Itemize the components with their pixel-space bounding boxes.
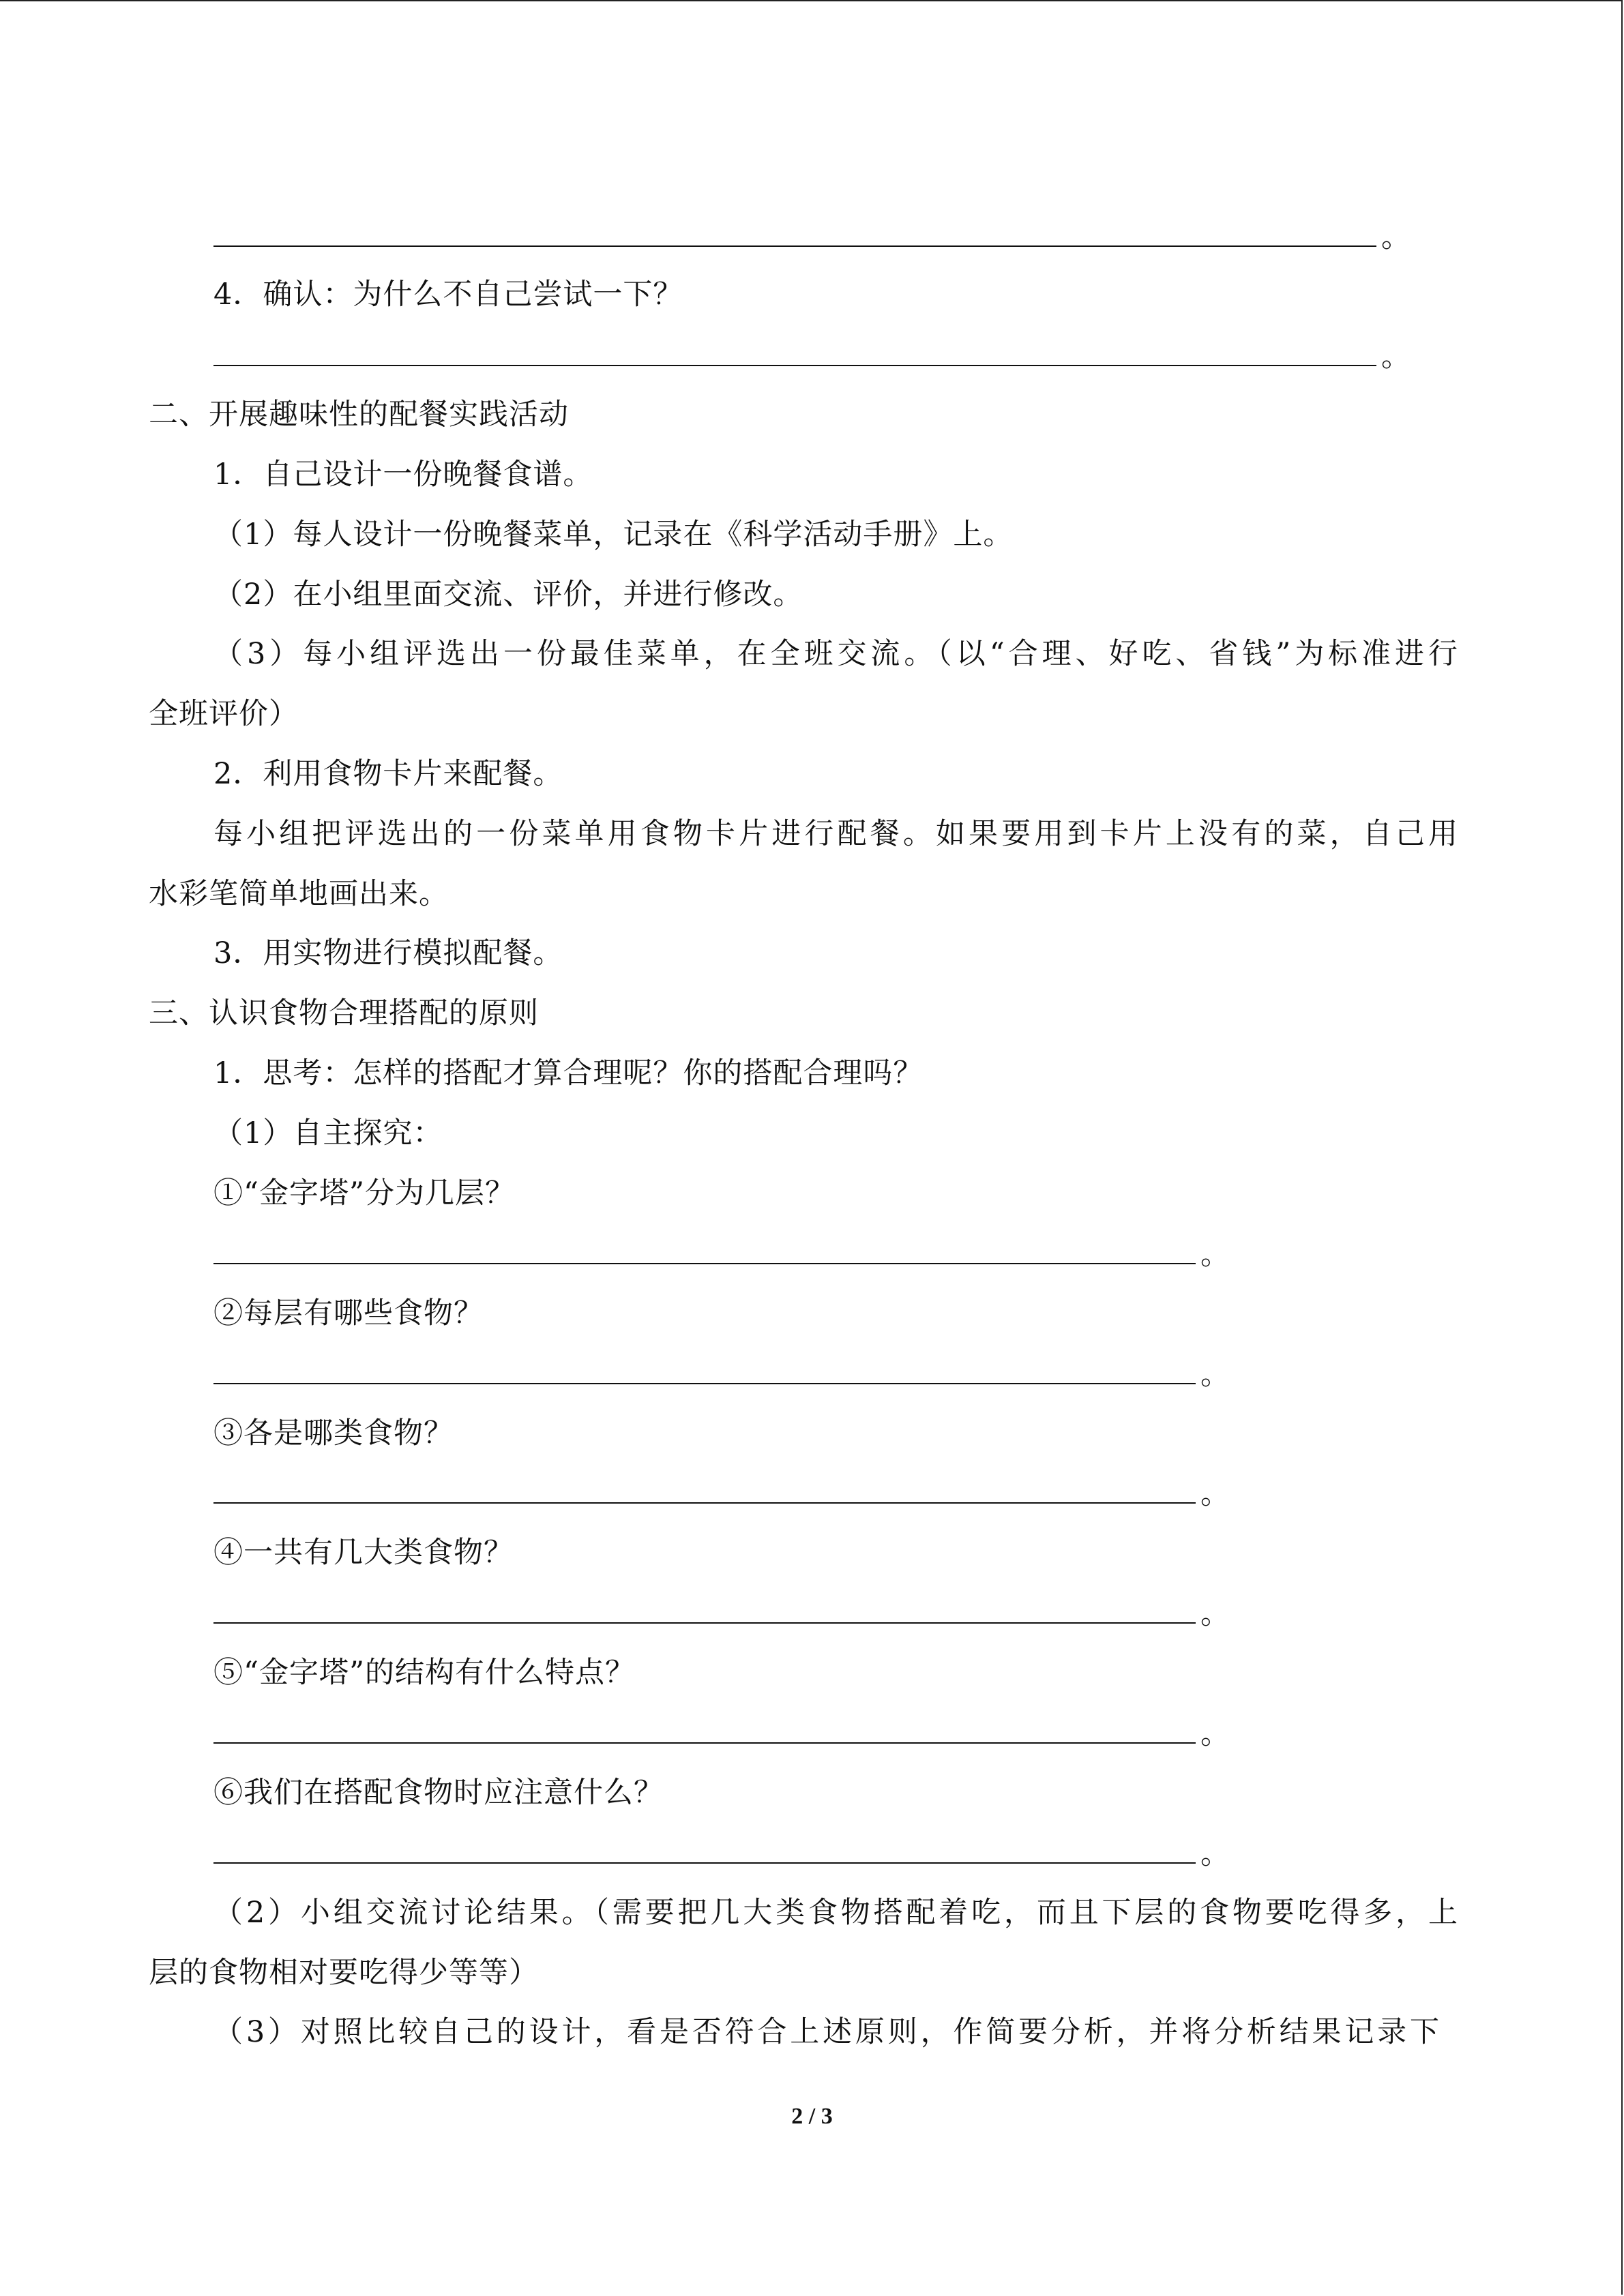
answer-blank[interactable] bbox=[213, 1353, 1230, 1394]
section-2-item-2-paragraph: 每小组把评选出的一份菜单用食物卡片进行配餐。如果要用到卡片上没有的菜，自己用 bbox=[213, 817, 1458, 851]
question-pyramid-layers: ①“金字塔”分为几层？ bbox=[213, 1176, 515, 1210]
section-2-item-1-2: （2）在小组里面交流、评价，并进行修改。 bbox=[213, 578, 803, 612]
section-2-item-1: 1．自己设计一份晚餐食谱。 bbox=[213, 458, 593, 492]
answer-blank-end: 。 bbox=[1200, 1717, 1230, 1751]
section-2-item-1-3: （3）每小组评选出一份最佳菜单，在全班交流。（以“合理、好吃、省钱”为标准进行 bbox=[213, 637, 1458, 671]
question-layer-foods: ②每层有哪些食物？ bbox=[213, 1296, 484, 1330]
question-pairing-notes: ⑥我们在搭配食物时应注意什么？ bbox=[213, 1776, 664, 1810]
section-3-item-1-2-cont: 层的食物相对要吃得少等等） bbox=[149, 1956, 539, 1990]
answer-blank[interactable] bbox=[213, 1592, 1230, 1633]
section-3-item-1-1: （1）自主探究： bbox=[213, 1116, 443, 1150]
answer-blank[interactable] bbox=[213, 1233, 1230, 1274]
section-2-item-3: 3．用实物进行模拟配餐。 bbox=[213, 936, 563, 970]
answer-blank[interactable] bbox=[213, 1832, 1230, 1873]
section-2-item-2-paragraph-cont: 水彩笔简单地画出来。 bbox=[149, 877, 449, 911]
answer-blank-end: 。 bbox=[1381, 220, 1411, 254]
section-3-title: 三、认识食物合理搭配的原则 bbox=[149, 996, 539, 1030]
page-number: 2 / 3 bbox=[791, 2104, 833, 2129]
answer-blank[interactable] bbox=[213, 1472, 1230, 1513]
answer-blank-end: 。 bbox=[1200, 1837, 1230, 1871]
question-4: 4．确认：为什么不自己尝试一下？ bbox=[213, 278, 683, 312]
answer-blank-end: 。 bbox=[1200, 1477, 1230, 1511]
question-food-types: ③各是哪类食物？ bbox=[213, 1416, 454, 1450]
answer-blank-end: 。 bbox=[1200, 1358, 1230, 1392]
answer-blank[interactable] bbox=[213, 215, 1411, 256]
answer-blank[interactable] bbox=[213, 1712, 1230, 1753]
section-2-item-1-3-cont: 全班评价） bbox=[149, 697, 299, 731]
section-3-item-1: 1．思考：怎样的搭配才算合理呢？你的搭配合理吗？ bbox=[213, 1056, 924, 1090]
section-2-title: 二、开展趣味性的配餐实践活动 bbox=[149, 398, 569, 432]
question-category-count: ④一共有几大类食物？ bbox=[213, 1536, 514, 1570]
answer-blank-end: 。 bbox=[1200, 1597, 1230, 1631]
question-pyramid-structure: ⑤“金字塔”的结构有什么特点？ bbox=[213, 1656, 635, 1690]
section-2-item-2: 2．利用食物卡片来配餐。 bbox=[213, 757, 563, 791]
answer-blank[interactable] bbox=[213, 335, 1411, 376]
answer-blank-end: 。 bbox=[1200, 1238, 1230, 1272]
answer-blank-end: 。 bbox=[1381, 340, 1411, 374]
section-3-item-1-3: （3）对照比较自己的设计，看是否符合上述原则，作简要分析，并将分析结果记录下 bbox=[213, 2015, 1440, 2049]
section-3-item-1-2: （2）小组交流讨论结果。（需要把几大类食物搭配着吃，而且下层的食物要吃得多，上 bbox=[213, 1896, 1458, 1930]
section-2-item-1-1: （1）每人设计一份晚餐菜单，记录在《科学活动手册》上。 bbox=[213, 518, 1014, 552]
